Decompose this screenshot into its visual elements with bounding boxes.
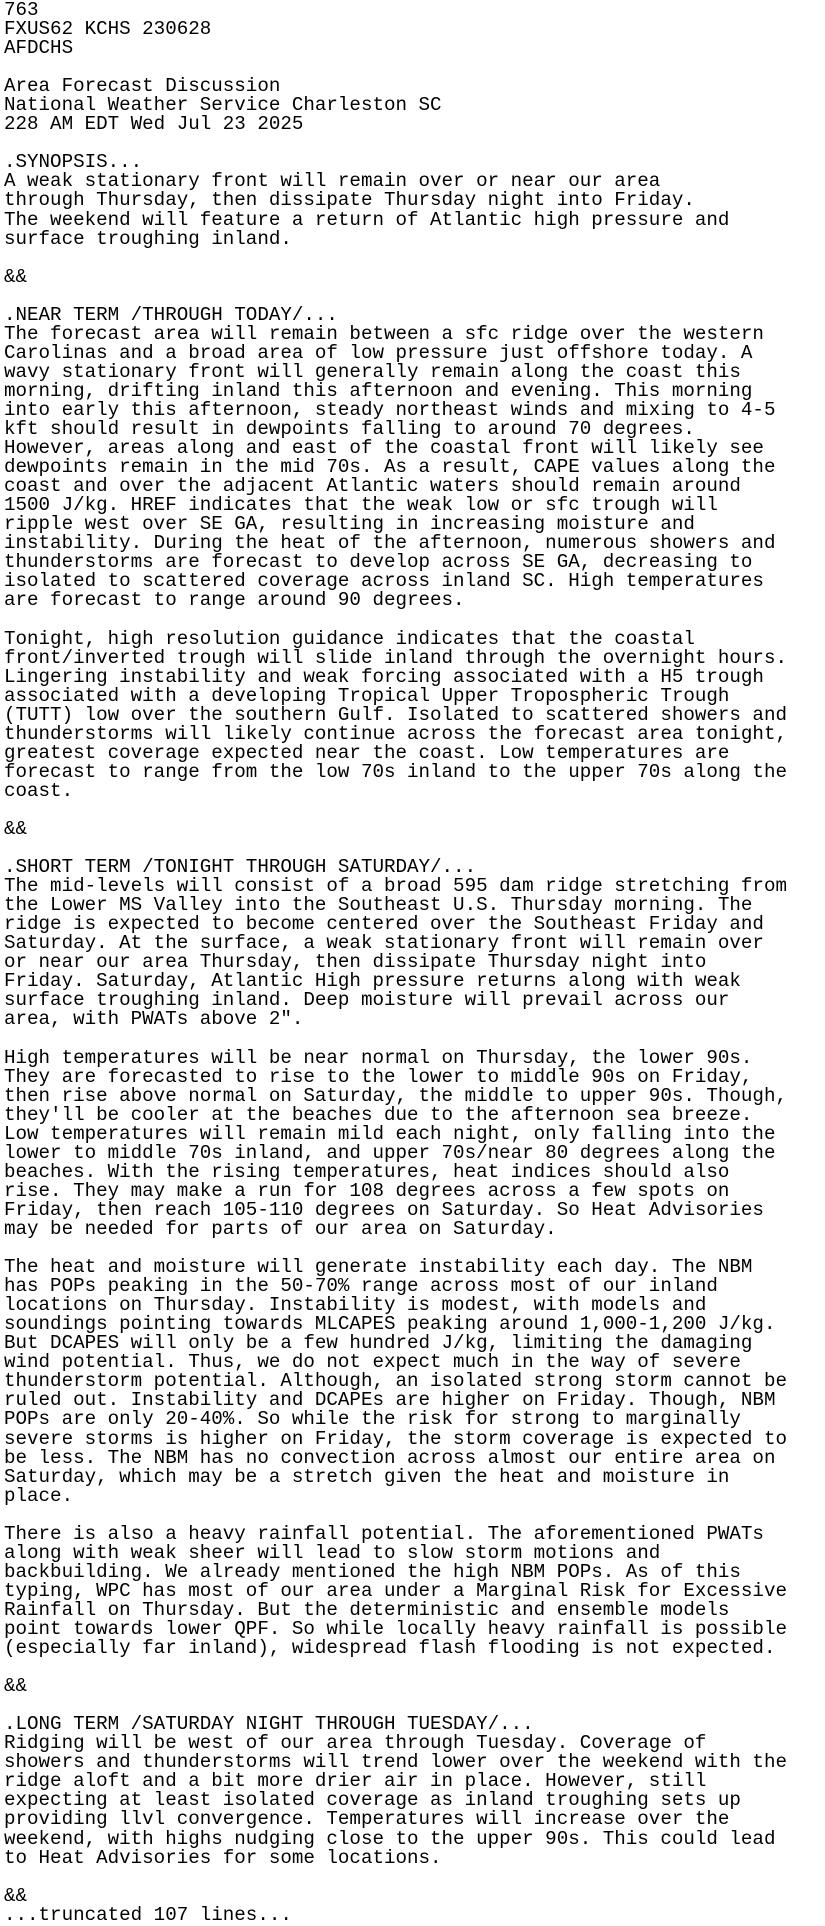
section-separator: && [4, 1884, 28, 1907]
near-term-heading: .NEAR TERM /THROUGH TODAY/... [4, 303, 338, 326]
section-separator: && [4, 265, 28, 288]
short-term-paragraph-3: The heat and moisture will generate instability each day. The NBM has POPs peaking in the 50-70% range across most of our inland locations on Thursday. Instability is modest, with models and soundings pointing towards MLCAPES peaking around 1,000-1,200 J/kg. But DCAPES will only be a few hundred J/kg, limiting the damaging wind potential. Thus, we do not expect much in the way of severe thunderstorm potential. Although, an isolated strong storm cannot be ruled out. Instability and DCAPEs are higher on Friday. Though, NBM POPs are only 20-40%. So while the risk for strong to marginally severe storms is higher on Friday, the storm coverage is expected to be less. The NBM has no convection across almost our entire area on Saturday, which may be a stretch given the heat and moisture in place. [4, 1256, 787, 1507]
near-term-paragraph-1: The forecast area will remain between a sfc ridge over the western Carolinas and a broad area of low pressure just offshore today. A wavy stationary front will generally remain along the coast this morning, drifting inland this afternoon and evening. This morning into early this afternoon, steady northeast winds and mixing to 4-5 kft should result in dewpoints falling to around 70 degrees. However, areas along and east of the coastal front will likely see dewpoints remain in the mid 70s. As a result, CAPE values along the coast and over the adjacent Atlantic waters should remain around 1500 J/kg. HREF indicates that the weak low or sfc trough will ripple west over SE GA, resulting in increasing moisture and instability. During the heat of the afternoon, numerous showers and thunderstorms are forecast to develop across SE GA, decreasing to isolated to scattered coverage across inland SC. High temperatures are forecast to range around 90 degrees. [4, 322, 776, 612]
synopsis-text: A weak stationary front will remain over or near our area through Thursday, then dissipate Thursday night into Friday. The weekend will feature a return of Atlantic high pressure and surface troughing inland. [4, 170, 730, 250]
section-separator: && [4, 1675, 28, 1698]
short-term-paragraph-1: The mid-levels will consist of a broad 595 dam ridge stretching from the Lower MS Valley into the Southeast U.S. Thursday morning. The ridge is expected to become centered over the Southeast Friday and Saturday. At the surface, a weak stationary front will remain over or near our area Thursday, then dissipate Thursday night into Friday. Saturday, Atlantic High pressure returns along with weak surface troughing inland. Deep moisture will prevail across our area, with PWATs above 2". [4, 875, 787, 1031]
short-term-heading: .SHORT TERM /TONIGHT THROUGH SATURDAY/... [4, 856, 477, 879]
header-line-1: 763 [4, 0, 39, 21]
section-separator: && [4, 818, 28, 841]
long-term-paragraph-1: Ridging will be west of our area through Tuesday. Coverage of showers and thunderstorms will trend lower over the weekend with the ridge aloft and a bit more drier air in place. However, still expecting at least isolated coverage as inland troughing sets up providing llvl convergence. Temperatures will increase over the weekend, with highs nudging close to the upper 90s. This could lead to Heat Advisories for some locations. [4, 1732, 787, 1869]
issuing-office: National Weather Service Charleston SC [4, 94, 442, 117]
header-line-3: AFDCHS [4, 37, 74, 60]
issue-time: 228 AM EDT Wed Jul 23 2025 [4, 113, 304, 136]
header-line-2: FXUS62 KCHS 230628 [4, 18, 212, 41]
short-term-paragraph-2: High temperatures will be near normal on Thursday, the lower 90s. They are forecasted to rise to the lower to middle 90s on Friday, then rise above normal on Saturday, the middle to upper 90s. Though, they'll be cooler at the beaches due to the afternoon sea breeze. Low temperatures will remain mild each night, only falling into the lower to middle 70s inland, and upper 70s/near 80 degrees along the beaches. With the rising temperatures, heat indices should also rise. They may make a run for 108 degrees across a few spots on Friday, then reach 105-110 degrees on Saturday. So Heat Advisories may be needed for parts of our area on Saturday. [4, 1046, 787, 1240]
near-term-paragraph-2: Tonight, high resolution guidance indicates that the coastal front/inverted trough will slide inland through the overnight hours. Lingering instability and weak forcing associated with a H5 trough associated with a developing Tropical Upper Tropospheric Trough (TUTT) low over the southern Gulf. Isolated to scattered showers and thunderstorms will likely continue across the forecast area tonight, greatest coverage expected near the coast. Low temperatures are forecast to range from the low 70s inland to the upper 70s along the coast. [4, 627, 787, 802]
synopsis-heading: .SYNOPSIS... [4, 151, 143, 174]
short-term-paragraph-4: There is also a heavy rainfall potential. The aforementioned PWATs along with weak sheer will lead to slow storm motions and backbuilding. We already mentioned the high NBM POPs. As of this typing, WPC has most of our area under a Marginal Risk for Excessive Rainfall on Thursday. But the deterministic and ensemble models point towards lower QPF. So while locally heavy rainfall is possible (especially far inland), widespread flash flooding is not expected. [4, 1522, 787, 1660]
long-term-heading: .LONG TERM /SATURDAY NIGHT THROUGH TUESDAY/... [4, 1713, 534, 1736]
document-title: Area Forecast Discussion [4, 75, 281, 98]
truncation-notice: ...truncated 107 lines... [4, 1903, 292, 1926]
